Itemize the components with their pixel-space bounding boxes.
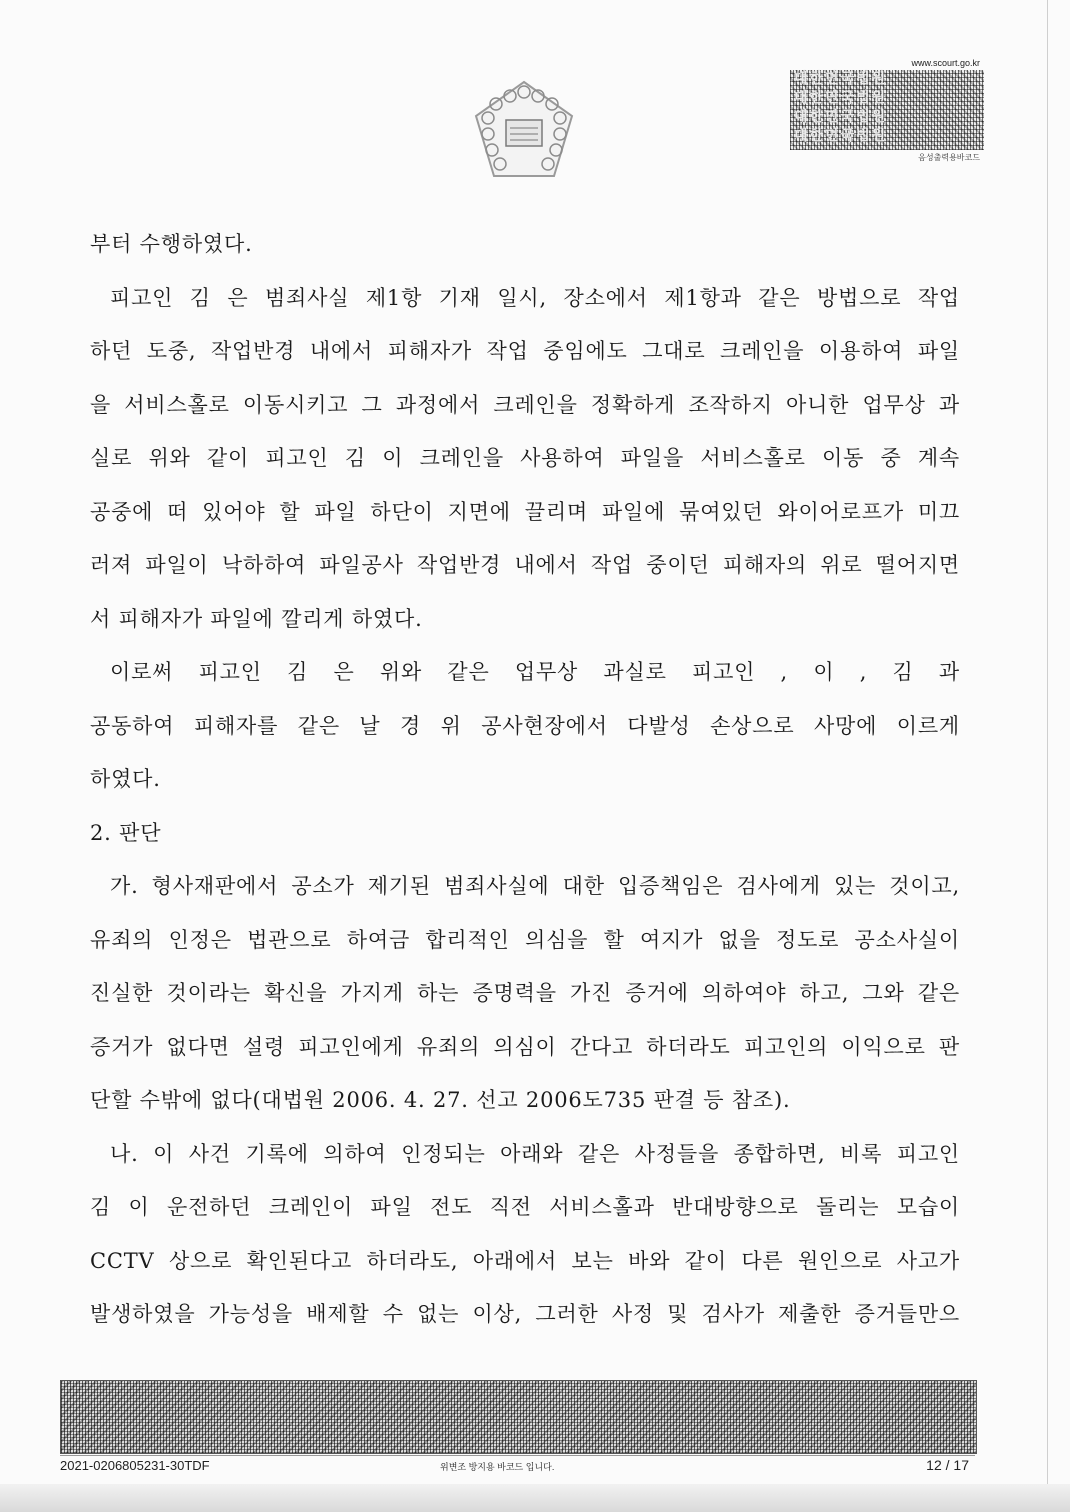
text-line: 유죄의 인정은 법관으로 하여금 합리적인 의심을 할 여지가 없을 정도로 공소사실이 xyxy=(90,927,960,952)
section-heading-judgment xyxy=(90,807,960,861)
paragraph-ga xyxy=(90,860,960,1128)
text-line: 러져 파일이 낙하하여 파일공사 작업반경 내에서 작업 중이던 피해자의 위로 떨어지면 xyxy=(90,553,960,577)
text-line: 공동하여 피해자를 같은 날 경 위 공사현장에서 다발성 손상으로 사망에 이르게 xyxy=(90,713,960,738)
text-line: 증거가 없다면 설령 피고인에게 유죄의 의심이 간다고 하더라도 피고인의 이익으로 판 xyxy=(90,1034,960,1059)
audio-barcode-block xyxy=(790,58,986,168)
paragraph-continuation xyxy=(90,218,960,272)
text-line: 실로 위와 같이 피고인 김 이 크레인을 사용하여 파일을 서비스홀로 이동 중 계속 xyxy=(90,446,960,470)
anti-forgery-barcode xyxy=(60,1380,977,1454)
document-id: 2021-0206805231-30TDF xyxy=(60,1458,210,1473)
text-line: 을 서비스홀로 이동시키고 그 과정에서 크레인을 정확하게 조작하지 아니한 업무상 과 xyxy=(90,392,960,417)
court-watermark: 대한민국법원 대한민국법원 대한민국법원 대한민국법원 xyxy=(794,71,888,144)
text-line: 김 이 운전하던 크레인이 파일 전도 직전 서비스홀과 반대방향으로 돌리는 모습이 xyxy=(90,1195,960,1219)
text-line: 단할 수밖에 없다(대법원 2006. 4. 27. 선고 2006도735 판결 등 참조). xyxy=(90,1088,791,1112)
page-number: 12 / 17 xyxy=(926,1457,969,1473)
footer xyxy=(60,1455,975,1474)
text-line: 부터 수행하였다. xyxy=(90,232,253,256)
anti-forgery-note: 위변조 방지용 바코드 입니다. xyxy=(440,1462,555,1472)
text-line: 피고인 김 은 범죄사실 제1항 기재 일시, 장소에서 제1항과 같은 방법으로 작업 xyxy=(110,285,960,310)
text-line: 서 피해자가 파일에 깔리게 하였다. xyxy=(90,606,423,631)
text-line: 가. 형사재판에서 공소가 제기된 범죄사실에 대한 입증책임은 검사에게 있는 것이고, xyxy=(110,874,960,898)
paragraph-na xyxy=(90,1128,960,1342)
court-seal-emblem xyxy=(468,76,580,188)
section-heading: 2. 판단 xyxy=(90,820,162,845)
paragraph-facts-kim xyxy=(90,272,960,647)
text-line: 진실한 것이라는 확신을 가지게 하는 증명력을 가진 증거에 의하여야 하고, 그와 같은 xyxy=(90,981,960,1005)
page-edge xyxy=(1047,0,1048,1512)
text-line: 하던 도중, 작업반경 내에서 피해자가 작업 중임에도 그대로 크레인을 이용하여 파일 xyxy=(90,339,960,363)
text-line: CCTV 상으로 확인된다고 하더라도, 아래에서 보는 바와 같이 다른 원인으로 사고가 xyxy=(90,1248,960,1273)
document-body xyxy=(90,218,960,1342)
text-line: 하였다. xyxy=(90,767,161,791)
scan-bottom-edge xyxy=(0,1484,1070,1512)
text-line: 발생하였을 가능성을 배제할 수 없는 이상, 그러한 사정 및 검사가 제출한 증거들만으 xyxy=(90,1302,960,1326)
site-url: www.scourt.go.kr xyxy=(911,58,980,68)
barcode-caption: 음성출력용바코드 xyxy=(918,153,980,162)
paragraph-conclusion xyxy=(90,646,960,807)
text-line: 공중에 떠 있어야 할 파일 하단이 지면에 끌리며 파일에 묶여있던 와이어로프가 미끄 xyxy=(90,499,960,524)
text-line: 이로써 피고인 김 은 위와 같은 업무상 과실로 피고인 , 이 , 김 과 xyxy=(110,660,960,684)
text-line: 나. 이 사건 기록에 의하여 인정되는 아래와 같은 사정들을 종합하면, 비록 피고인 xyxy=(110,1141,960,1166)
